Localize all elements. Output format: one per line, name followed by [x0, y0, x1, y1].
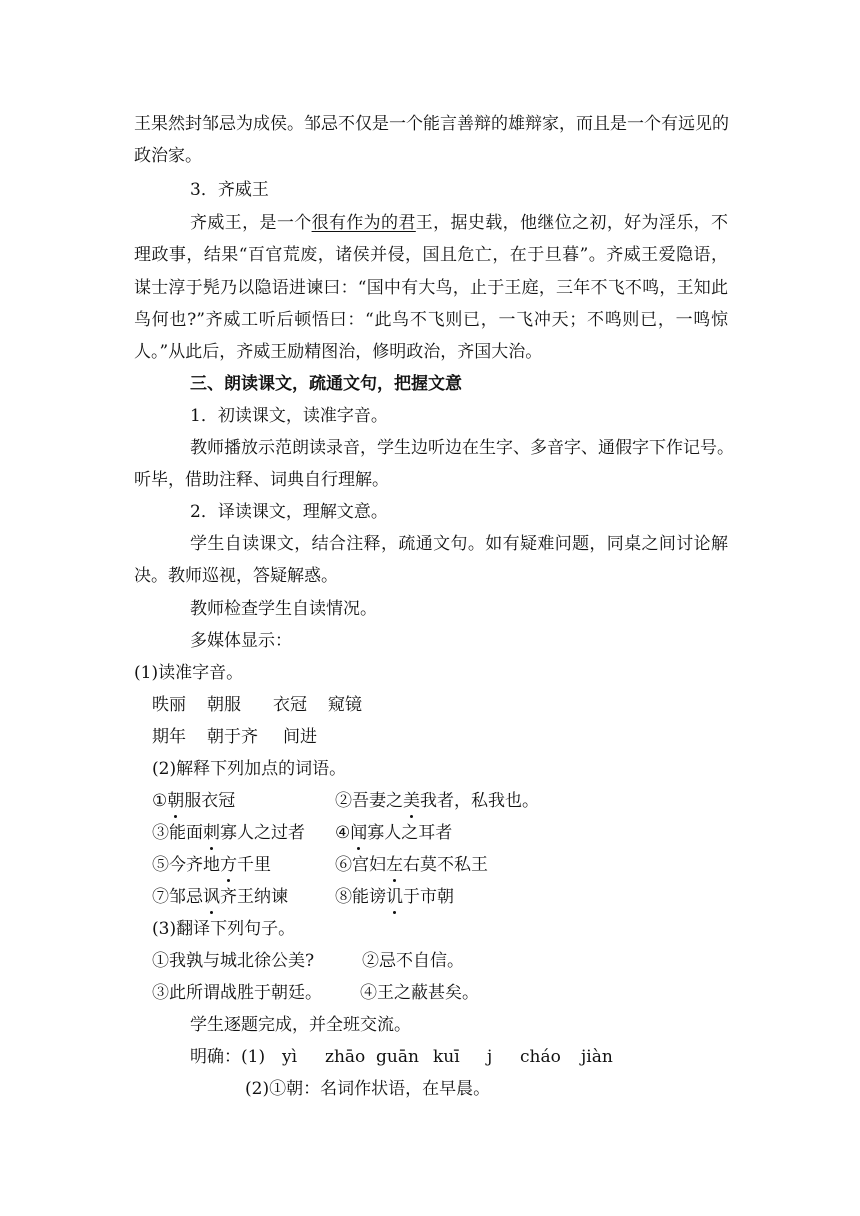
text-run: 服衣冠	[184, 791, 236, 811]
text-run: 寡人之耳者	[367, 823, 453, 843]
word-item: 朝服	[207, 695, 241, 715]
vocab-item	[152, 885, 288, 909]
pinyin-kui: kuī	[433, 1047, 460, 1067]
vocab-item	[152, 853, 271, 877]
question-2-title: (2)解释下列加点的词语。	[152, 759, 347, 779]
text-run: ⑤今齐地	[152, 855, 220, 875]
paragraph-line: 听毕，借助注释、词典自行理解。	[134, 470, 389, 490]
text-run: ①	[152, 791, 168, 811]
dotted-character: 闻	[350, 823, 368, 843]
question-3-title: (3)翻译下列句子。	[152, 919, 296, 939]
text-run: ⑦邹忌	[152, 887, 203, 907]
answer-line-1	[190, 1045, 265, 1069]
paragraph-line	[190, 211, 728, 235]
dotted-character: 刺	[203, 823, 220, 843]
text-run: ⑥宫妇	[335, 855, 386, 875]
paragraph-line: 学生逐题完成，并全班交流。	[190, 1015, 411, 1035]
translate-item: ③此所谓战胜于朝廷。	[152, 983, 322, 1003]
section-heading: 三、朗读课文，疏通文句，把握文意	[190, 374, 462, 394]
answer-label: 明确：(1)	[190, 1047, 266, 1067]
text-run: 齐威王，是一个	[190, 213, 312, 233]
paragraph-line: 教师播放示范朗读录音，学生边听边在生字、多音字、通假字下作记号。	[190, 438, 734, 458]
pinyin-yi: yì	[282, 1047, 298, 1067]
pinyin-guan: guān	[376, 1047, 419, 1067]
text-run: 千里	[237, 855, 271, 875]
dotted-character: 左	[386, 855, 403, 875]
dotted-character: 讥	[386, 887, 403, 907]
text-run: 齐王纳谏	[220, 887, 288, 907]
paragraph-line: 教师检查学生自读情况。	[190, 599, 377, 619]
dotted-character: 讽	[203, 887, 220, 907]
pinyin-jian: jiàn	[581, 1047, 613, 1067]
vocab-item	[335, 885, 454, 909]
subheading-qi-wei-wang: 3．齐威王	[190, 180, 269, 200]
text-run: 王，据史载，他继位之初，好为淫乐，不	[415, 213, 729, 233]
translate-item: ②忌不自信。	[362, 951, 464, 971]
pinyin-chao: cháo	[520, 1047, 561, 1067]
paragraph-line: 王果然封邹忌为成侯。邹忌不仅是一个能言善辩的雄辩家，而且是一个有远见的	[134, 114, 729, 134]
dotted-character: 方	[220, 855, 237, 875]
underlined-text: 很有作为的君	[311, 213, 416, 233]
text-run: ②吾妻之	[335, 791, 403, 811]
text-run: 于市朝	[403, 887, 454, 907]
paragraph-line: 多媒体显示：	[190, 631, 292, 651]
step-heading: 2．译读课文，理解文意。	[190, 502, 388, 522]
paragraph-line: 理政事，结果“百官荒废，诸侯并侵，国且危亡，在于旦暮”。齐威王爱隐语，	[134, 245, 728, 265]
vocab-item	[335, 821, 452, 845]
text-run: ③能面	[152, 823, 203, 843]
dotted-character: 朝	[167, 791, 185, 811]
vocab-item	[152, 821, 305, 845]
text-run: ⑧能谤	[335, 887, 386, 907]
word-item: 间进	[283, 727, 317, 747]
vocab-item	[152, 789, 235, 813]
paragraph-line: 决。教师巡视，答疑解惑。	[134, 566, 338, 586]
pinyin-zhao: zhāo	[325, 1047, 366, 1067]
translate-item: ④王之蔽甚矣。	[360, 983, 479, 1003]
word-item: 期年	[152, 727, 186, 747]
word-item: 窥镜	[328, 695, 362, 715]
pinyin-j: j	[487, 1047, 493, 1067]
paragraph-line: 鸟何也?”齐威工听后顿悟曰：“此鸟不飞则已，一飞冲天；不鸣则已，一鸣惊	[134, 310, 728, 330]
word-item: 朝于齐	[207, 727, 258, 747]
vocab-item	[335, 853, 488, 877]
text-run: 寡人之过者	[220, 823, 305, 843]
text-run: 右莫不私王	[403, 855, 488, 875]
paragraph-line: 人。”从此后，齐威王励精图治，修明政治，齐国大治。	[134, 342, 543, 362]
word-item: 昳丽	[152, 695, 186, 715]
answer-line-2: (2)①朝：名词作状语，在早晨。	[245, 1079, 491, 1099]
text-run: ④	[335, 823, 351, 843]
paragraph-line: 谋士淳于髡乃以隐语进谏曰：“国中有大鸟，止于王庭，三年不飞不鸣，王知此	[134, 278, 728, 298]
word-item: 衣冠	[273, 695, 307, 715]
step-heading: 1．初读课文，读准字音。	[190, 406, 388, 426]
vocab-item	[335, 789, 539, 813]
translate-item: ①我孰与城北徐公美?	[152, 951, 315, 971]
dotted-character: 美	[403, 791, 420, 811]
text-run: 我者，私我也。	[420, 791, 539, 811]
paragraph-line: 学生自读课文，结合注释，疏通文句。如有疑难问题，同桌之间讨论解	[190, 534, 728, 554]
question-1-title: (1)读准字音。	[134, 663, 244, 683]
paragraph-line: 政治家。	[134, 146, 202, 166]
